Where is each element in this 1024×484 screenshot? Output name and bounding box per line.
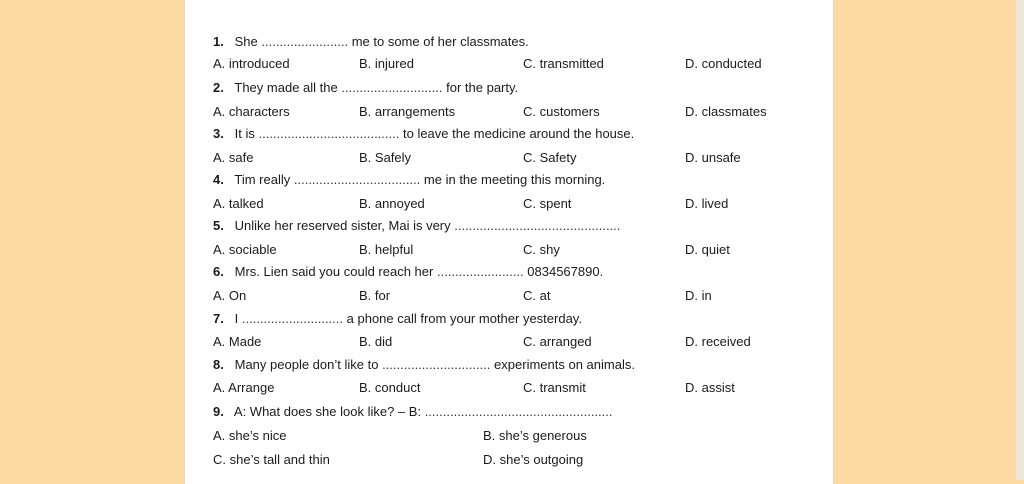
option-a: A. On — [213, 288, 247, 303]
question-text: Tim really — [234, 172, 291, 187]
option-b: B. for — [359, 288, 391, 303]
option-b: B. annoyed — [359, 196, 425, 211]
question-text: Unlike her reserved sister, Mai is very — [234, 218, 451, 233]
answer-blank: ............................ — [341, 80, 443, 95]
answer-blank: ........................ — [261, 34, 349, 49]
answer-blank: ............................ — [241, 311, 344, 326]
option-c: C. transmit — [523, 380, 586, 395]
option-d: D. lived — [685, 196, 729, 211]
question-1 — [213, 34, 529, 50]
question-5 — [213, 218, 620, 234]
question-number: 8. — [213, 357, 224, 372]
option-d: D. assist — [685, 380, 735, 395]
question-number: 4. — [213, 172, 224, 187]
answer-blank: ........................ — [436, 264, 524, 279]
answer-blank: .................................................... — [424, 404, 613, 419]
question-text: me in the meeting this morning. — [423, 172, 606, 187]
option-c: C. transmitted — [523, 56, 604, 71]
option-c: C. spent — [523, 196, 572, 211]
question-number: 3. — [213, 126, 224, 141]
option-a: A. talked — [213, 196, 264, 211]
question-7 — [213, 311, 582, 327]
option-a: A. safe — [213, 150, 254, 165]
option-a: A. Arrange — [213, 380, 275, 395]
option-c: C. shy — [523, 242, 560, 257]
option-a: A. Made — [213, 334, 262, 349]
right-window-edge — [1016, 0, 1024, 480]
question-text: A: What does she look like? – B: — [233, 404, 422, 419]
question-text: Mrs. Lien said you could reach her — [234, 264, 434, 279]
question-text: for the party. — [446, 80, 519, 95]
option-b: B. arrangements — [359, 104, 456, 119]
answer-blank: ....................................... — [258, 126, 400, 141]
question-9 — [213, 404, 613, 420]
option-c: C. at — [523, 288, 551, 303]
question-text: experiments on animals. — [494, 357, 635, 372]
option-b: B. helpful — [359, 242, 414, 257]
option-d: D. she’s outgoing — [483, 452, 584, 467]
option-b: B. did — [359, 334, 393, 349]
answer-blank: ................................... — [293, 172, 421, 187]
question-2 — [213, 80, 518, 96]
option-b: B. Safely — [359, 150, 412, 165]
question-text: a phone call from your mother yesterday. — [346, 311, 582, 326]
question-text: They made all the — [234, 80, 338, 95]
question-6 — [213, 264, 603, 280]
question-number: 5. — [213, 218, 224, 233]
question-3 — [213, 126, 634, 142]
question-text: I — [234, 311, 239, 326]
option-d: D. classmates — [685, 104, 767, 119]
question-text: 0834567890. — [527, 264, 604, 279]
question-number: 6. — [213, 264, 224, 279]
question-number: 1. — [213, 34, 224, 49]
option-a: A. characters — [213, 104, 290, 119]
option-c: C. she’s tall and thin — [213, 452, 330, 467]
option-b: B. conduct — [359, 380, 421, 395]
option-b: B. she’s generous — [483, 428, 587, 443]
question-text: She — [234, 34, 258, 49]
option-d: D. unsafe — [685, 150, 741, 165]
question-text: It is — [234, 126, 255, 141]
option-a: A. introduced — [213, 56, 290, 71]
option-a: A. she’s nice — [213, 428, 287, 443]
option-d: D. quiet — [685, 242, 730, 257]
option-d: D. received — [685, 334, 751, 349]
option-b: B. injured — [359, 56, 414, 71]
question-text: to leave the medicine around the house. — [402, 126, 635, 141]
question-4 — [213, 172, 605, 188]
question-number: 2. — [213, 80, 224, 95]
worksheet-page — [184, 0, 834, 484]
option-c: C. customers — [523, 104, 600, 119]
question-number: 7. — [213, 311, 224, 326]
answer-blank: .............................. — [382, 357, 491, 372]
option-d: D. in — [685, 288, 712, 303]
option-c: C. arranged — [523, 334, 592, 349]
question-text: Many people don’t like to — [234, 357, 379, 372]
question-text: me to some of her classmates. — [351, 34, 529, 49]
option-d: D. conducted — [685, 56, 762, 71]
question-number: 9. — [213, 404, 224, 419]
option-c: C. Safety — [523, 150, 577, 165]
question-8 — [213, 357, 635, 373]
answer-blank: .............................................. — [454, 218, 621, 233]
option-a: A. sociable — [213, 242, 277, 257]
